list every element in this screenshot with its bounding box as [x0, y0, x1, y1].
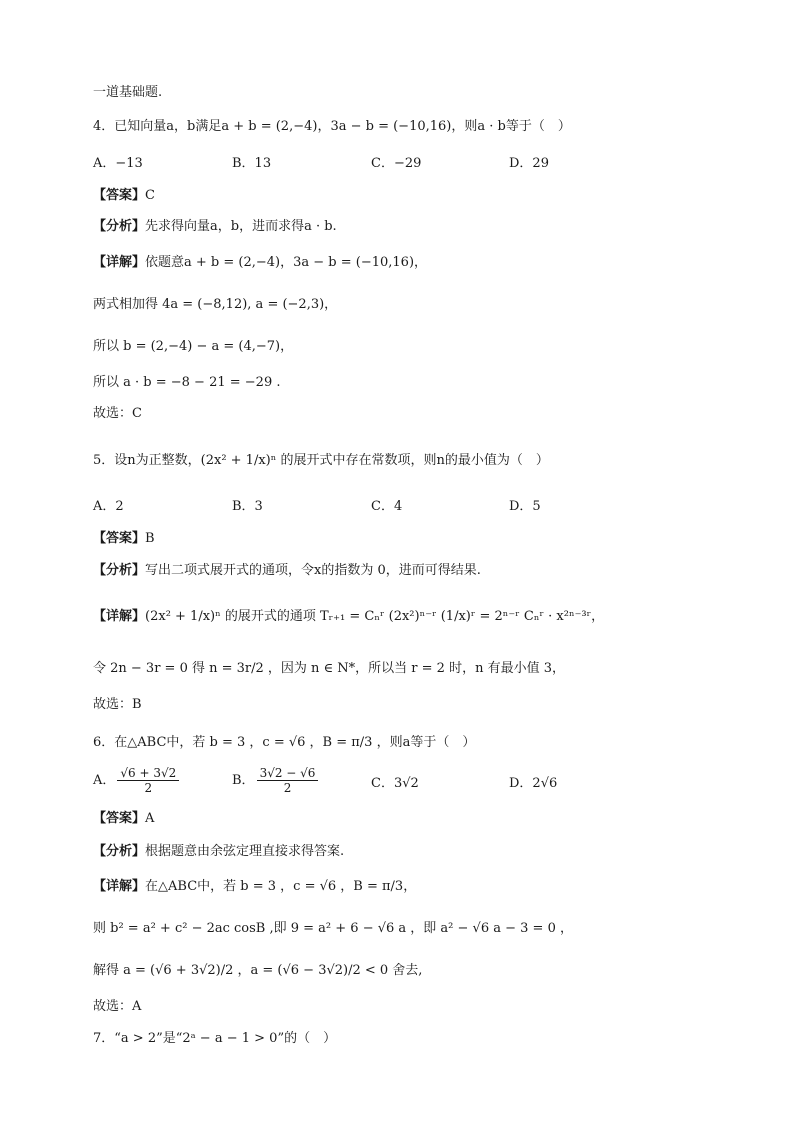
answer-value: B: [145, 531, 155, 546]
q6-option-b: [232, 766, 320, 795]
q6-option-a: [93, 766, 181, 795]
detail-tag: 【详解】: [93, 609, 146, 624]
analysis-text: 写出二项式展开式的通项，令x的指数为 0，进而可得结果.: [145, 563, 481, 578]
analysis-tag: 【分析】: [93, 219, 146, 234]
q5-option-b: B．3: [232, 499, 263, 514]
q6-analysis: [93, 843, 344, 861]
q4-option-a: A．−13: [93, 156, 143, 171]
q5-analysis: [93, 562, 481, 580]
q6-option-c: C．3√2: [371, 776, 419, 791]
question-6: 6．在△ABC中，若 b = 3 ，c = √6 ，B = π/3 ，则a等于（ ）: [93, 735, 476, 750]
q6-final: 故选：A: [93, 999, 142, 1014]
q4-option-c: C．−29: [371, 156, 422, 171]
q4-detail-line-4: 所以 a · b = −8 − 21 = −29 .: [93, 375, 281, 390]
q6-detail: [93, 878, 416, 896]
q6-option-b-fraction: [257, 766, 319, 795]
q4-option-d: D．29: [509, 156, 549, 171]
analysis-tag: 【分析】: [93, 563, 146, 578]
detail-text: 在△ABC中，若 b = 3 ，c = √6 ，B = π/3，: [145, 879, 417, 894]
q4-answer: [93, 187, 155, 205]
answer-tag: 【答案】: [93, 811, 146, 826]
detail-tag: 【详解】: [93, 879, 146, 894]
q4-detail: [93, 254, 427, 272]
answer-value: C: [145, 188, 155, 203]
q5-detail-line-2: 令 2n − 3r = 0 得 n = 3r/2 ，因为 n ∈ N*，所以当 r = 2 时，n 有最小值 3，: [93, 661, 565, 676]
fraction-denominator: 2: [283, 781, 292, 795]
q5-detail: [93, 608, 604, 626]
q6-option-a-fraction: [117, 766, 179, 795]
q6-option-b-label: B．: [232, 773, 255, 788]
answer-value: A: [145, 811, 155, 826]
detail-text: (2x² + 1/x)ⁿ 的展开式的通项 Tᵣ₊₁ = Cₙʳ (2x²)ⁿ⁻ʳ (1/x)ʳ = 2ⁿ⁻ʳ Cₙʳ · x²ⁿ⁻³ʳ，: [145, 609, 605, 624]
q5-option-d: D．5: [509, 499, 541, 514]
question-4: 4．已知向量a，b满足a + b = (2,−4)，3a − b = (−10,16)，则a · b等于（ ）: [93, 119, 571, 134]
question-7: 7．“a > 2”是“2ᵃ − a − 1 > 0”的（ ）: [93, 1031, 337, 1046]
q5-option-c: C．4: [371, 499, 403, 514]
detail-tag: 【详解】: [93, 255, 146, 270]
q5-answer: [93, 530, 155, 548]
q6-option-d: D．2√6: [509, 776, 558, 791]
question-5: 5．设n为正整数，(2x² + 1/x)ⁿ 的展开式中存在常数项，则n的最小值为（ ）: [93, 453, 549, 468]
fraction-numerator: 3√2 − √6: [257, 766, 319, 781]
q4-final: 故选：C: [93, 406, 142, 421]
answer-tag: 【答案】: [93, 188, 146, 203]
analysis-tag: 【分析】: [93, 844, 146, 859]
q4-detail-line-2: 两式相加得 4a = (−8,12), a = (−2,3)，: [93, 297, 338, 312]
detail-text: 依题意a + b = (2,−4)，3a − b = (−10,16)，: [145, 255, 428, 270]
analysis-text: 根据题意由余弦定理直接求得答案.: [145, 844, 345, 859]
fraction-numerator: √6 + 3√2: [117, 766, 179, 781]
q4-detail-line-3: 所以 b = (2,−4) − a = (4,−7)，: [93, 339, 294, 354]
q6-detail-line-3: 解得 a = (√6 + 3√2)/2 ，a = (√6 − 3√2)/2 < 0 舍去,: [93, 963, 423, 978]
q6-option-a-label: A．: [93, 773, 116, 788]
q4-analysis: [93, 218, 337, 236]
q6-detail-line-2: 则 b² = a² + c² − 2ac cosB ,即 9 = a² + 6 − √6 a ，即 a² − √6 a − 3 = 0 ，: [93, 921, 573, 936]
q5-final: 故选：B: [93, 697, 142, 712]
intro-line: 一道基础题.: [93, 85, 163, 100]
q4-option-b: B．13: [232, 156, 272, 171]
q6-answer: [93, 810, 154, 828]
analysis-text: 先求得向量a，b，进而求得a · b.: [145, 219, 337, 234]
q5-option-a: A．2: [93, 499, 124, 514]
fraction-denominator: 2: [144, 781, 153, 795]
answer-tag: 【答案】: [93, 531, 146, 546]
